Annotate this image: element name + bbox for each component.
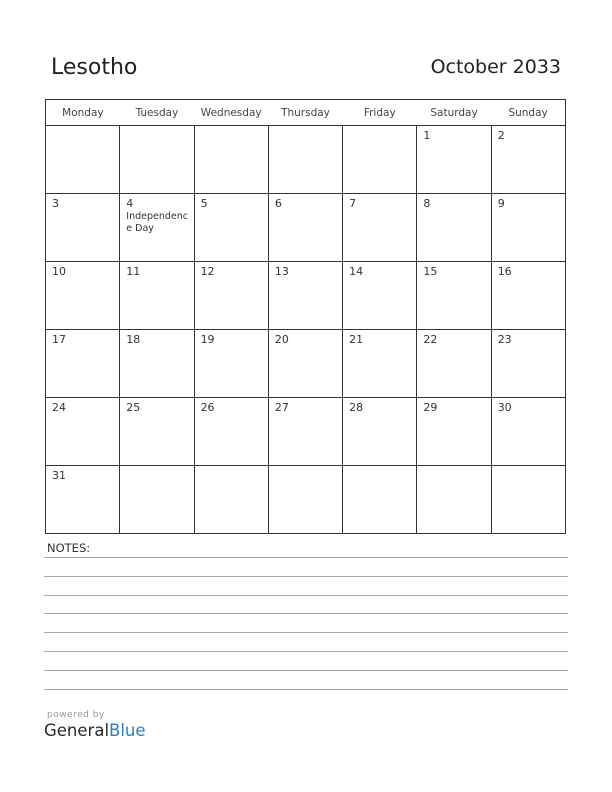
brand-blue: Blue [109, 721, 146, 740]
day-cell [417, 126, 491, 194]
day-number: 12 [200, 265, 215, 278]
day-cell [46, 466, 120, 534]
week-row [46, 126, 566, 194]
day-number: 8 [423, 197, 431, 210]
day-number: 28 [349, 401, 364, 414]
day-cell [491, 262, 565, 330]
day-number: 25 [126, 401, 141, 414]
day-cell [120, 126, 194, 194]
notes-line [44, 670, 568, 671]
weekday-wednesday: Wednesday [194, 100, 268, 126]
day-cell [268, 194, 342, 262]
week-row [46, 398, 566, 466]
day-number: 18 [126, 333, 141, 346]
day-cell [491, 330, 565, 398]
day-number: 21 [349, 333, 364, 346]
day-cell [343, 466, 417, 534]
day-number: 7 [349, 197, 357, 210]
generalblue-logo [44, 721, 146, 740]
holiday-label: Independence Day [126, 211, 188, 234]
day-cell [194, 262, 268, 330]
day-number: 16 [497, 265, 512, 278]
country-title: Lesotho [51, 55, 138, 80]
day-cell [417, 194, 491, 262]
week-row [46, 194, 566, 262]
day-number: 26 [200, 401, 215, 414]
day-cell [268, 466, 342, 534]
notes-line [44, 632, 568, 633]
day-cell [417, 466, 491, 534]
day-number: 31 [52, 469, 66, 482]
day-cell [343, 262, 417, 330]
day-cell [46, 194, 120, 262]
day-number: 4 [126, 197, 134, 210]
day-cell [268, 126, 342, 194]
day-number: 24 [52, 401, 66, 414]
notes-label: NOTES: [47, 541, 91, 555]
day-number: 9 [497, 197, 505, 210]
day-cell [120, 466, 194, 534]
day-cell [343, 194, 417, 262]
day-number: 23 [497, 333, 512, 346]
day-cell [343, 330, 417, 398]
day-number: 22 [423, 333, 438, 346]
day-number: 19 [200, 333, 215, 346]
day-cell [194, 126, 268, 194]
week-row [46, 330, 566, 398]
day-number: 5 [200, 197, 208, 210]
notes-line [44, 557, 568, 558]
day-number: 29 [423, 401, 438, 414]
day-number: 11 [126, 265, 141, 278]
day-cell [120, 262, 194, 330]
day-cell [120, 398, 194, 466]
day-cell [491, 194, 565, 262]
day-cell [268, 398, 342, 466]
week-row [46, 262, 566, 330]
day-number: 15 [423, 265, 438, 278]
brand-general: General [44, 721, 110, 740]
weekday-tuesday: Tuesday [120, 100, 194, 126]
day-cell [491, 126, 565, 194]
day-number: 10 [52, 265, 66, 278]
day-cell [491, 398, 565, 466]
day-cell [268, 262, 342, 330]
month-year-title: October 2033 [430, 56, 561, 78]
weekday-thursday: Thursday [268, 100, 342, 126]
notes-line [44, 595, 568, 596]
day-number: 20 [274, 333, 289, 346]
day-number: 30 [497, 401, 512, 414]
day-number: 1 [423, 129, 431, 142]
day-cell [46, 330, 120, 398]
day-cell [46, 126, 120, 194]
weekday-sunday: Sunday [491, 100, 565, 126]
day-cell [194, 398, 268, 466]
weekday-friday: Friday [343, 100, 417, 126]
weekday-saturday: Saturday [417, 100, 491, 126]
day-cell [417, 398, 491, 466]
day-cell [268, 330, 342, 398]
day-cell [120, 330, 194, 398]
day-number: 27 [274, 401, 289, 414]
weekday-monday: Monday [46, 100, 120, 126]
notes-line [44, 576, 568, 577]
day-cell [343, 398, 417, 466]
day-number: 17 [52, 333, 66, 346]
day-number: 14 [349, 265, 364, 278]
day-cell [120, 194, 194, 262]
day-cell [417, 330, 491, 398]
day-cell [491, 466, 565, 534]
notes-line [44, 613, 568, 614]
day-number: 3 [52, 197, 59, 210]
day-cell [194, 466, 268, 534]
week-row [46, 466, 566, 534]
day-number: 2 [497, 129, 505, 142]
day-cell [194, 194, 268, 262]
day-cell [46, 262, 120, 330]
powered-by-text: powered by [47, 710, 105, 720]
weekday-header-row [46, 100, 566, 126]
day-number: 6 [274, 197, 282, 210]
day-cell [194, 330, 268, 398]
calendar-grid [45, 99, 566, 534]
day-cell [46, 398, 120, 466]
day-number: 13 [274, 265, 289, 278]
day-cell [343, 126, 417, 194]
notes-line [44, 651, 568, 652]
notes-line [44, 689, 568, 690]
day-cell [417, 262, 491, 330]
